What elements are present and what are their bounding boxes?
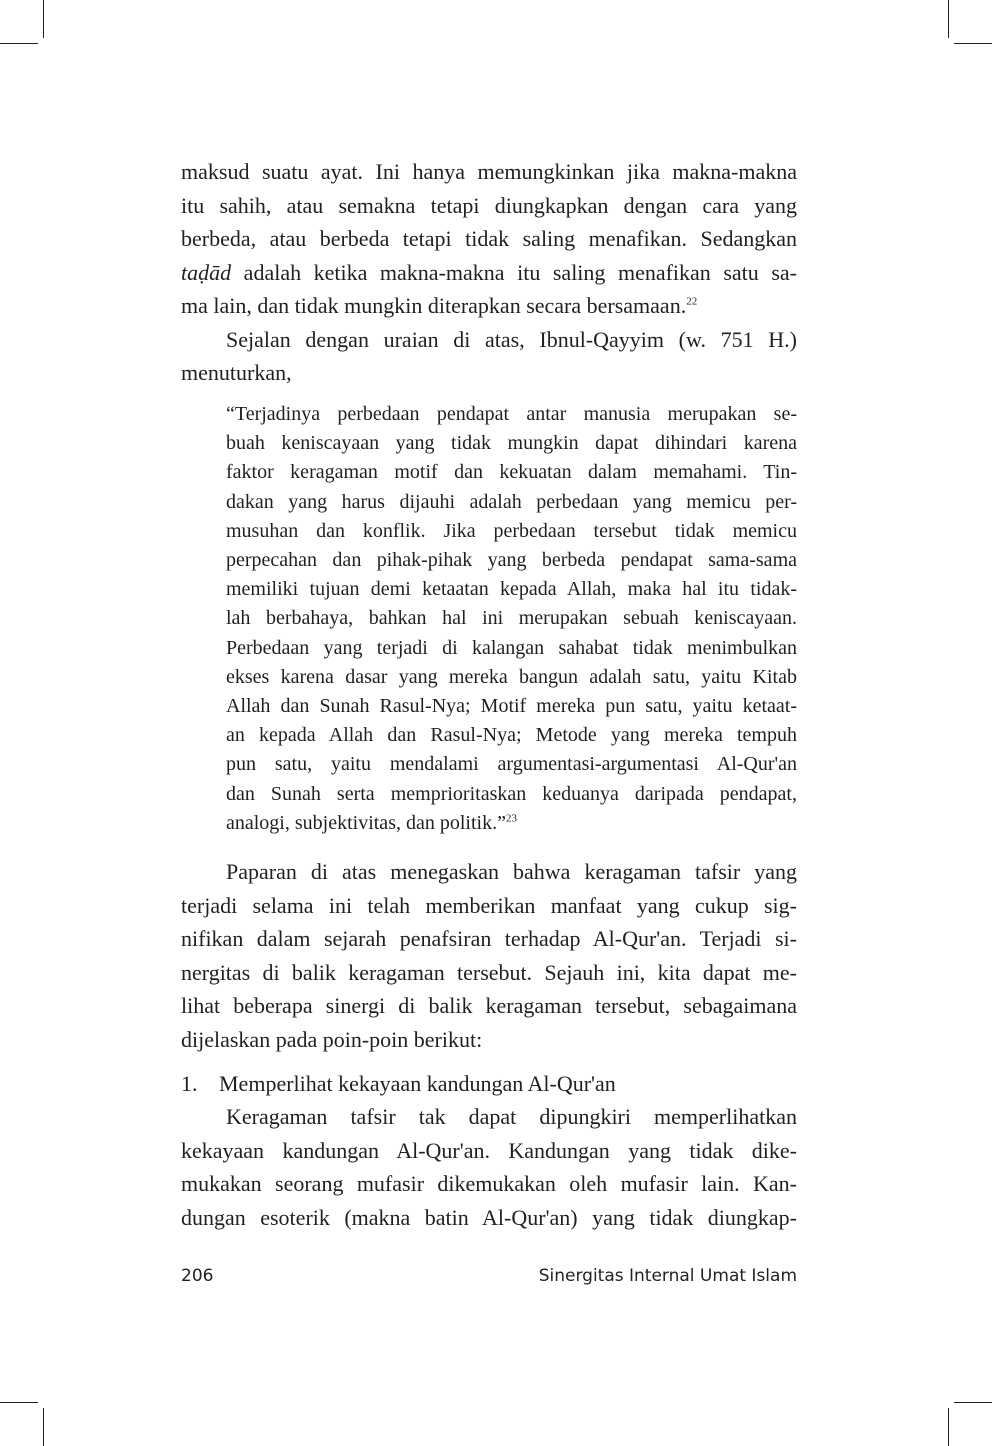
running-title: Sinergitas Internal Umat Islam bbox=[538, 1266, 797, 1286]
text-line: itu sahih, atau semakna tetapi diungkapkan dengan cara yang bbox=[181, 192, 797, 218]
text-line bbox=[181, 289, 797, 323]
crop-mark bbox=[0, 43, 38, 44]
quote-line: faktor keragaman motif dan kekuatan dalam memahami. Tin- bbox=[226, 461, 797, 484]
quote-line: an kepada Allah dan Rasul-Nya; Metode yang mereka tempuh bbox=[226, 724, 797, 747]
text-line: maksud suatu ayat. Ini hanya memungkinkan jika makna-makna bbox=[181, 159, 797, 184]
text-line: Sejalan dengan uraian di atas, Ibnul-Qayyim (w. 751 H.) bbox=[226, 326, 797, 352]
text-span: adalah ketika makna-makna itu saling menafikan satu sa- bbox=[231, 259, 797, 285]
list-heading: Memperlihat kekayaan kandungan Al-Qur'an bbox=[219, 1071, 616, 1096]
text-line bbox=[181, 256, 797, 290]
quote-line: lah berbahaya, bahkan hal ini merupakan sebuah keniscayaan. bbox=[226, 607, 797, 630]
list-number: 1. bbox=[181, 1071, 198, 1096]
quote-line: musuhan dan konflik. Jika perbedaan tersebut tidak memicu bbox=[226, 519, 797, 542]
footnote-ref: 22 bbox=[686, 295, 698, 308]
text-line: berbeda, atau berbeda tetapi tidak saling menafikan. Sedangkan bbox=[181, 226, 797, 251]
text-line: nifikan dalam sejarah penafsiran terhadap Al-Qur'an. Terjadi si- bbox=[181, 926, 797, 951]
quote-line: dakan yang harus dijauhi adalah perbedaan yang memicu per- bbox=[226, 490, 797, 513]
footnote-ref: 23 bbox=[505, 812, 517, 825]
text-line: Keragaman tafsir tak dapat dipungkiri memperlihatkan bbox=[226, 1104, 797, 1129]
quote-line: Allah dan Sunah Rasul-Nya; Motif mereka pun satu, yaitu ketaat- bbox=[226, 695, 797, 717]
crop-mark bbox=[0, 1402, 38, 1403]
text-line: dungan esoterik (makna batin Al-Qur'an) yang tidak diungkap- bbox=[181, 1204, 797, 1230]
quote-line: Perbedaan yang terjadi di kalangan sahabat tidak menimbulkan bbox=[226, 636, 797, 659]
quote-line: ekses karena dasar yang mereka bangun adalah satu, yaitu Kitab bbox=[226, 665, 797, 688]
quote-line: pun satu, yaitu mendalami argumentasi-argumentasi Al-Qur'an bbox=[226, 753, 797, 776]
text-span: analogi, subjektivitas, dan politik.” bbox=[226, 811, 506, 834]
text-line: dijelaskan pada poin-poin berikut: bbox=[181, 1026, 483, 1052]
crop-mark bbox=[954, 1402, 992, 1403]
text-line: menuturkan, bbox=[181, 360, 292, 385]
crop-mark bbox=[954, 43, 992, 44]
quote-line bbox=[226, 809, 797, 838]
text-line: lihat beberapa sinergi di balik keragaman tersebut, sebagaimana bbox=[181, 993, 797, 1018]
text-line: terjadi selama ini telah memberikan manfaat yang cukup sig- bbox=[181, 892, 797, 918]
text-span: ma lain, dan tidak mungkin diterapkan secara bersamaan. bbox=[181, 293, 687, 318]
text-line: Paparan di atas menegaskan bahwa keragaman tafsir yang bbox=[226, 859, 797, 884]
crop-mark bbox=[43, 1408, 44, 1446]
crop-mark bbox=[948, 1408, 949, 1446]
text-line: kekayaan kandungan Al-Qur'an. Kandungan yang tidak dike- bbox=[181, 1137, 797, 1163]
quote-line: buah keniscayaan yang tidak mungkin dapat dihindari karena bbox=[226, 432, 797, 455]
arabic-term: taḍād bbox=[181, 259, 232, 285]
crop-mark bbox=[948, 0, 949, 38]
quote-line: “Terjadinya perbedaan pendapat antar manusia merupakan se- bbox=[226, 403, 797, 425]
text-line: nergitas di balik keragaman tersebut. Sejauh ini, kita dapat me- bbox=[181, 959, 797, 985]
text-line: mukakan seorang mufasir dikemukakan oleh mufasir lain. Kan- bbox=[181, 1171, 797, 1196]
quote-line: dan Sunah serta memprioritaskan keduanya daripada pendapat, bbox=[226, 782, 797, 805]
quote-line: memiliki tujuan demi ketaatan kepada Allah, maka hal itu tidak- bbox=[226, 578, 797, 601]
quote-line: perpecahan dan pihak-pihak yang berbeda pendapat sama-sama bbox=[226, 549, 797, 571]
page-number: 206 bbox=[181, 1266, 214, 1286]
crop-mark bbox=[43, 0, 44, 38]
